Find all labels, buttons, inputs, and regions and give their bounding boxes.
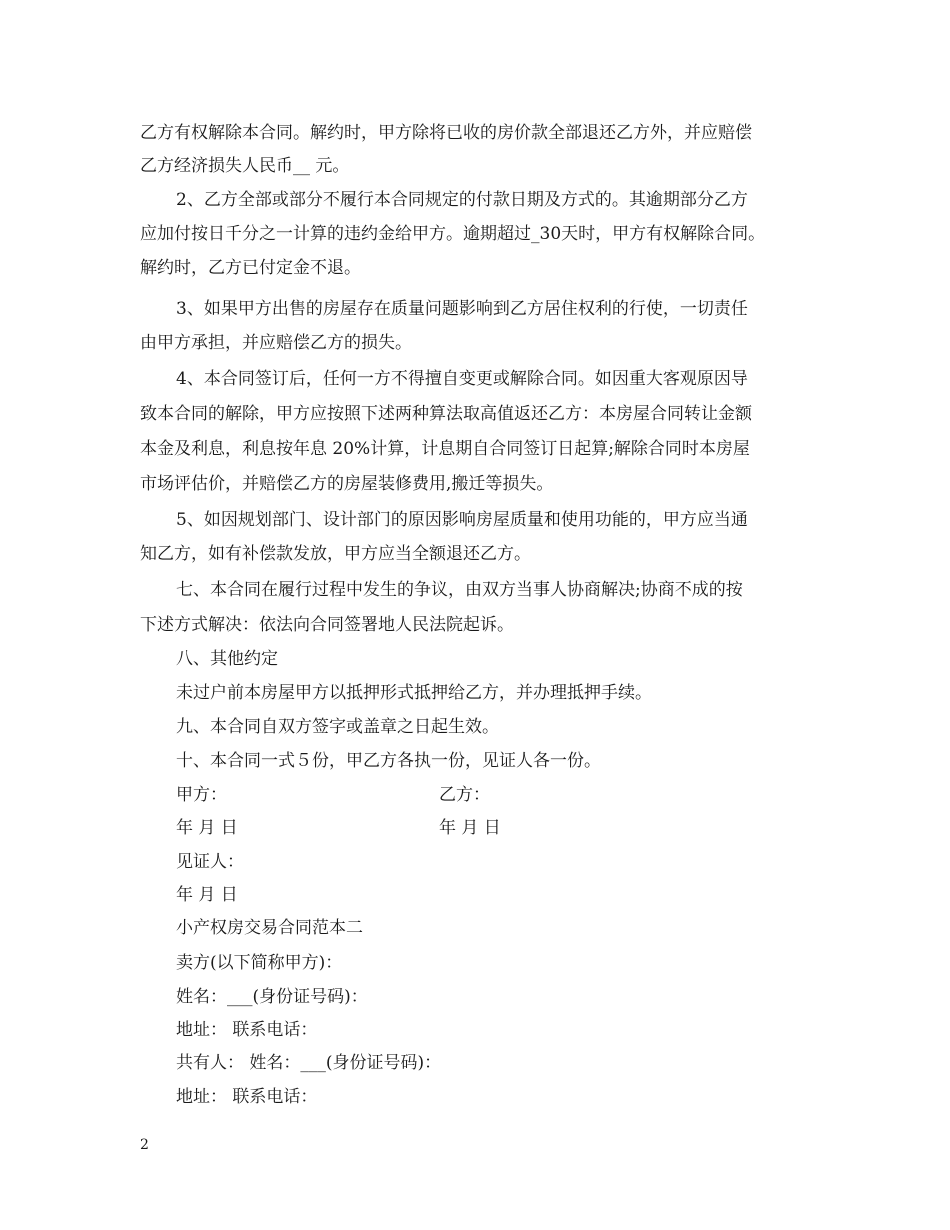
text-line: 5、如因规划部门、设计部门的原因影响房屋质量和使用功能的，甲方应当通 bbox=[176, 510, 748, 530]
party-b-label: 乙方： bbox=[439, 785, 490, 805]
text-line: 九、本合同自双方签字或盖章之日起生效。 bbox=[176, 717, 499, 737]
text-line: 乙方经济损失人民币__ 元。 bbox=[140, 156, 350, 176]
contract-title: 小产权房交易合同范本二 bbox=[176, 918, 363, 938]
seller-name-field: 姓名：___(身份证号码)： bbox=[176, 987, 368, 1007]
witness-label: 见证人： bbox=[176, 852, 244, 872]
text-line: 未过户前本房屋甲方以抵押形式抵押给乙方，并办理抵押手续。 bbox=[176, 683, 652, 703]
party-a-label: 甲方： bbox=[176, 785, 227, 805]
co-owner-name-field: 共有人： 姓名：___(身份证号码)： bbox=[176, 1053, 442, 1073]
witness-date: 年 月 日 bbox=[176, 885, 238, 905]
text-line: 下述方式解决：依法向合同签署地人民法院起诉。 bbox=[140, 615, 514, 635]
text-line: 2、乙方全部或部分不履行本合同规定的付款日期及方式的。其逾期部分乙方 bbox=[176, 190, 748, 210]
text-line: 七、本合同在履行过程中发生的争议，由双方当事人协商解决;协商不成的按 bbox=[176, 580, 743, 600]
text-line: 十、本合同一式５份，甲乙方各执一份，见证人各一份。 bbox=[176, 751, 601, 771]
section-heading: 八、其他约定 bbox=[176, 649, 278, 669]
party-b-date: 年 月 日 bbox=[439, 818, 501, 838]
text-line: 致本合同的解除，甲方应按照下述两种算法取高值返还乙方：本房屋合同转让金额 bbox=[140, 404, 752, 424]
text-line: 由甲方承担，并应赔偿乙方的损失。 bbox=[140, 333, 412, 353]
text-line: 4、本合同签订后，任何一方不得擅自变更或解除合同。如因重大客观原因导 bbox=[176, 369, 748, 389]
text-line: 应加付按日千分之一计算的违约金给甲方。逾期超过_30天时，甲方有权解除合同。 bbox=[140, 224, 766, 244]
party-a-date: 年 月 日 bbox=[176, 818, 238, 838]
seller-address-field: 地址： 联系电话： bbox=[176, 1020, 318, 1040]
text-line: 解约时，乙方已付定金不退。 bbox=[140, 258, 361, 278]
text-line: 市场评估价，并赔偿乙方的房屋装修费用,搬迁等损失。 bbox=[140, 474, 554, 494]
seller-heading: 卖方(以下简称甲方)： bbox=[176, 953, 343, 973]
text-line: 3、如果甲方出售的房屋存在质量问题影响到乙方居住权利的行使，一切责任 bbox=[176, 299, 748, 319]
text-line: 本金及利息，利息按年息 20%计算，计息期自合同签订日起算;解除合同时本房屋 bbox=[140, 439, 750, 459]
page-number: 2 bbox=[140, 1137, 149, 1153]
text-line: 知乙方，如有补偿款发放，甲方应当全额退还乙方。 bbox=[140, 544, 531, 564]
co-owner-address-field: 地址： 联系电话： bbox=[176, 1087, 318, 1107]
text-line: 乙方有权解除本合同。解约时，甲方除将已收的房价款全部退还乙方外，并应赔偿 bbox=[140, 123, 752, 143]
